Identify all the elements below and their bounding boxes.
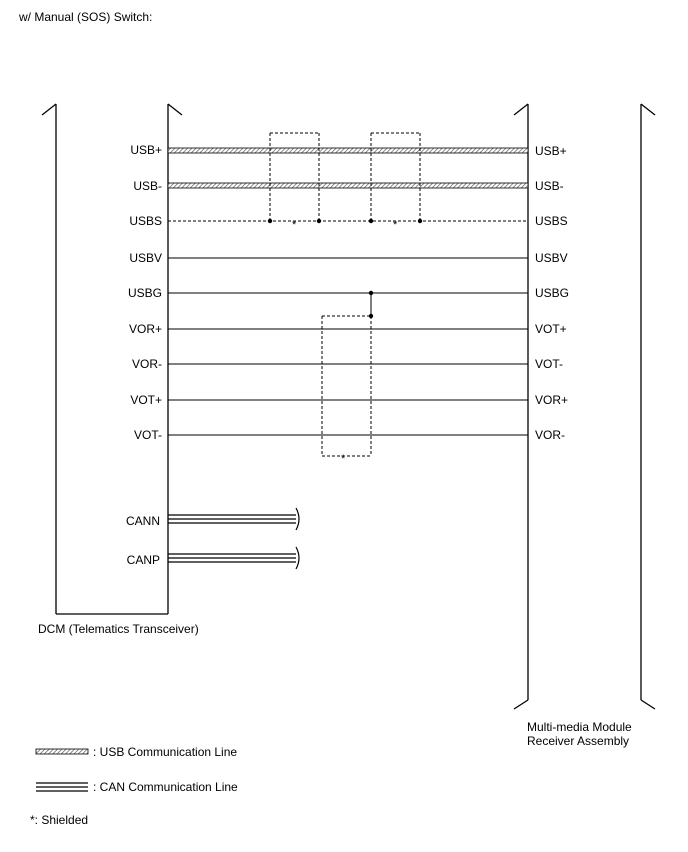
left-label-cann: CANN	[125, 514, 160, 528]
left-label-canp: CANP	[126, 553, 160, 567]
left-label-usbs: USBS	[129, 214, 162, 228]
right-label-vor-minus: VOR-	[535, 428, 565, 442]
usb-plus-wire	[168, 148, 528, 153]
right-label-usb-minus: USB-	[535, 179, 564, 193]
canp-wire	[168, 547, 299, 569]
left-label-usbg: USBG	[127, 286, 162, 300]
right-label-usbg: USBG	[535, 286, 570, 300]
shield-mark-1: *	[292, 219, 297, 231]
left-label-usb-minus: USB-	[133, 179, 162, 193]
legend-shielded-label: *: Shielded	[30, 813, 89, 827]
right-label-usb-plus: USB+	[535, 144, 567, 158]
diagram-title: w/ Manual (SOS) Switch:	[19, 10, 153, 24]
left-label-vor-plus: VOR+	[128, 322, 162, 336]
usb-shield-box-2	[369, 133, 422, 223]
right-label-usbs: USBS	[535, 214, 568, 228]
legend-usb-label: : USB Communication Line	[93, 745, 238, 759]
right-label-vor-plus: VOR+	[535, 393, 569, 407]
legend-usb-swatch	[36, 749, 88, 754]
left-label-vor-minus: VOR-	[132, 357, 162, 371]
left-label-vot-minus: VOT-	[133, 428, 162, 442]
left-label-usb-plus: USB+	[130, 143, 162, 157]
audio-shield-box	[322, 291, 373, 456]
right-label-vot-minus: VOT-	[535, 357, 564, 371]
dcm-label: DCM (Telematics Transceiver)	[38, 622, 199, 636]
receiver-label-line1: Multi-media Module	[527, 720, 632, 734]
shield-mark-3: *	[341, 453, 346, 465]
legend-can-swatch	[36, 783, 88, 791]
shield-mark-2: *	[393, 219, 398, 231]
left-label-vot-plus: VOT+	[130, 393, 162, 407]
legend-can-label: : CAN Communication Line	[93, 780, 238, 794]
receiver-label-line2: Receiver Assembly	[527, 734, 630, 748]
left-label-usbv: USBV	[129, 251, 162, 265]
cann-wire	[168, 508, 299, 530]
right-label-vot-plus: VOT+	[535, 322, 567, 336]
right-label-usbv: USBV	[535, 251, 568, 265]
usb-minus-wire	[168, 183, 528, 188]
usb-shield-box-1	[268, 133, 321, 223]
